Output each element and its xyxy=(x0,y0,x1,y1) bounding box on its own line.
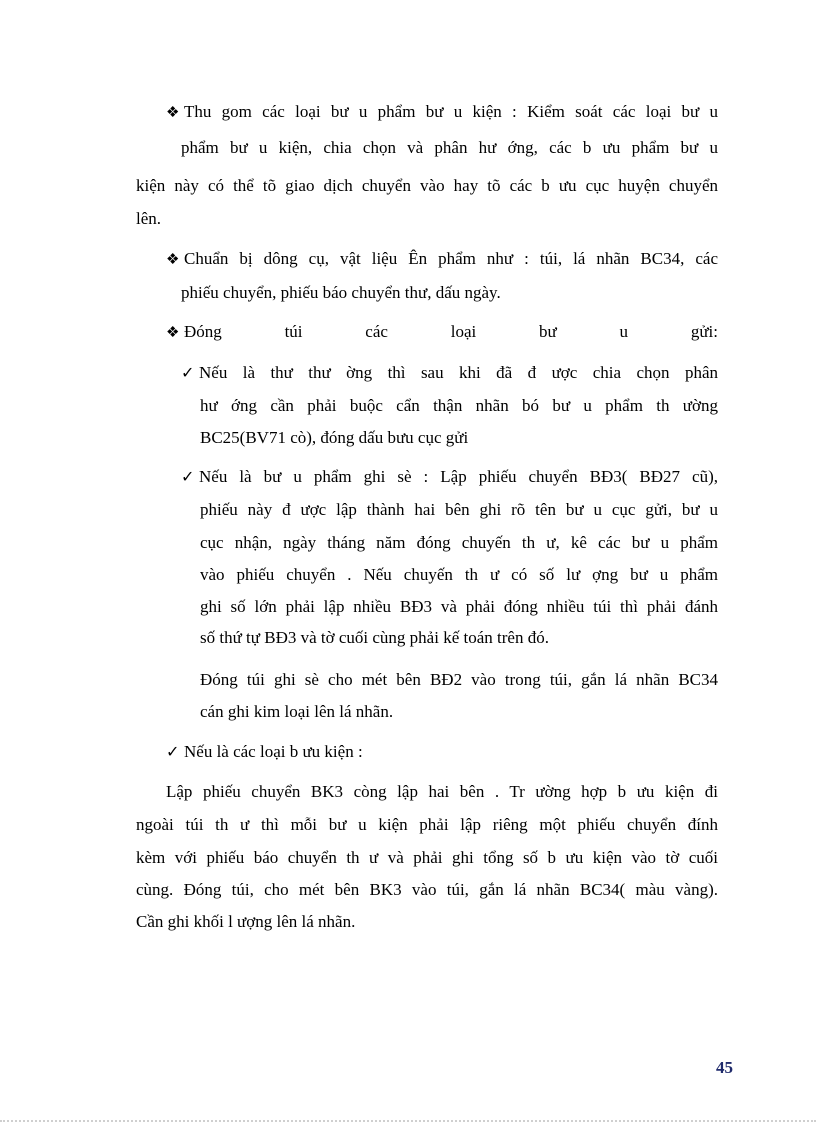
text-line: kiện này có thể tõ giao dịch chuyển vào hay tõ các b ưu cục huyện chuyển xyxy=(136,176,718,195)
check-line-1 xyxy=(181,362,718,385)
check-line-3 xyxy=(166,741,363,764)
diamond-bullet-icon: ❖ xyxy=(166,105,180,121)
text-line: cùng. Đóng túi, cho mét bên BK3 vào túi, gắn lá nhãn BC34( màu vàng). xyxy=(136,880,718,899)
text-line: phiếu này đ ược lập thành hai bên ghi rõ tên bư u cục gửi, bư u xyxy=(200,500,718,519)
text-line: số thứ tự BĐ3 và tờ cuối cùng phải kế toán trên đó. xyxy=(200,628,549,647)
text-line: lên. xyxy=(136,209,162,228)
checkmark-icon: ✓ xyxy=(166,744,180,761)
text-line: Thu gom các loại bư u phẩm bư u kiện : Kiểm soát các loại bư u xyxy=(184,102,718,121)
page-number: 45 xyxy=(716,1058,733,1077)
text-line: BC25(BV71 cò), đóng dấu bưu cục gửi xyxy=(200,428,469,447)
text-line: phiếu chuyển, phiếu báo chuyển thư, dấu ngày. xyxy=(181,283,501,302)
bullet-line-3 xyxy=(166,321,718,344)
text-line: Nếu là các loại b ưu kiện : xyxy=(184,742,363,761)
bullet-line-2 xyxy=(166,248,718,271)
text-line: Nếu là thư thư ờng thì sau khi đã đ ược chia chọn phân xyxy=(199,363,718,382)
text-line: ghi số lớn phải lập nhiều BĐ3 và phải đóng nhiều túi thì phải đánh xyxy=(200,597,718,616)
text-line: vào phiếu chuyển . Nếu chuyến th ư có số lư ợng bư u phẩm xyxy=(200,565,718,584)
text-line: kèm với phiếu báo chuyển th ư và phải ghi tổng số b ưu kiện vào tờ cuối xyxy=(136,848,718,867)
text-line: hư ớng cần phải buộc cẩn thận nhãn bó bư u phẩm th ường xyxy=(200,396,718,415)
text-line: Đóng túi ghi sè cho mét bên BĐ2 vào trong túi, gắn lá nhãn BC34 xyxy=(200,670,718,689)
checkmark-icon: ✓ xyxy=(181,469,195,486)
text-line: Cần ghi khối l ượng lên lá nhãn. xyxy=(136,912,356,931)
check-line-2 xyxy=(181,466,718,489)
diamond-bullet-icon: ❖ xyxy=(166,325,180,341)
text-line: Nếu là bư u phẩm ghi sè : Lập phiếu chuyển BĐ3( BĐ27 cũ), xyxy=(199,467,718,486)
page-border xyxy=(0,1119,816,1122)
text-line: phẩm bư u kiện, chia chọn và phân hư ớng, các b ưu phẩm bư u xyxy=(181,138,718,157)
checkmark-icon: ✓ xyxy=(181,365,195,382)
bullet-line-1 xyxy=(166,101,718,124)
text-line: cán ghi kim loại lên lá nhãn. xyxy=(200,702,394,721)
text-line: cục nhận, ngày tháng năm đóng chuyến th ư, kê các bư u phẩm xyxy=(200,533,718,552)
diamond-bullet-icon: ❖ xyxy=(166,252,180,268)
text-line: Đóng túi các loại bư u gửi: xyxy=(184,322,718,341)
text-line: Chuẩn bị dông cụ, vật liệu Ên phẩm như : túi, lá nhãn BC34, các xyxy=(184,249,718,268)
text-line: Lập phiếu chuyển BK3 còng lập hai bên . Tr ường hợp b ưu kiện đi xyxy=(166,782,718,801)
text-line: ngoài túi th ư thì mỗi bư u kiện phải lập riêng một phiếu chuyển đính xyxy=(136,815,718,834)
